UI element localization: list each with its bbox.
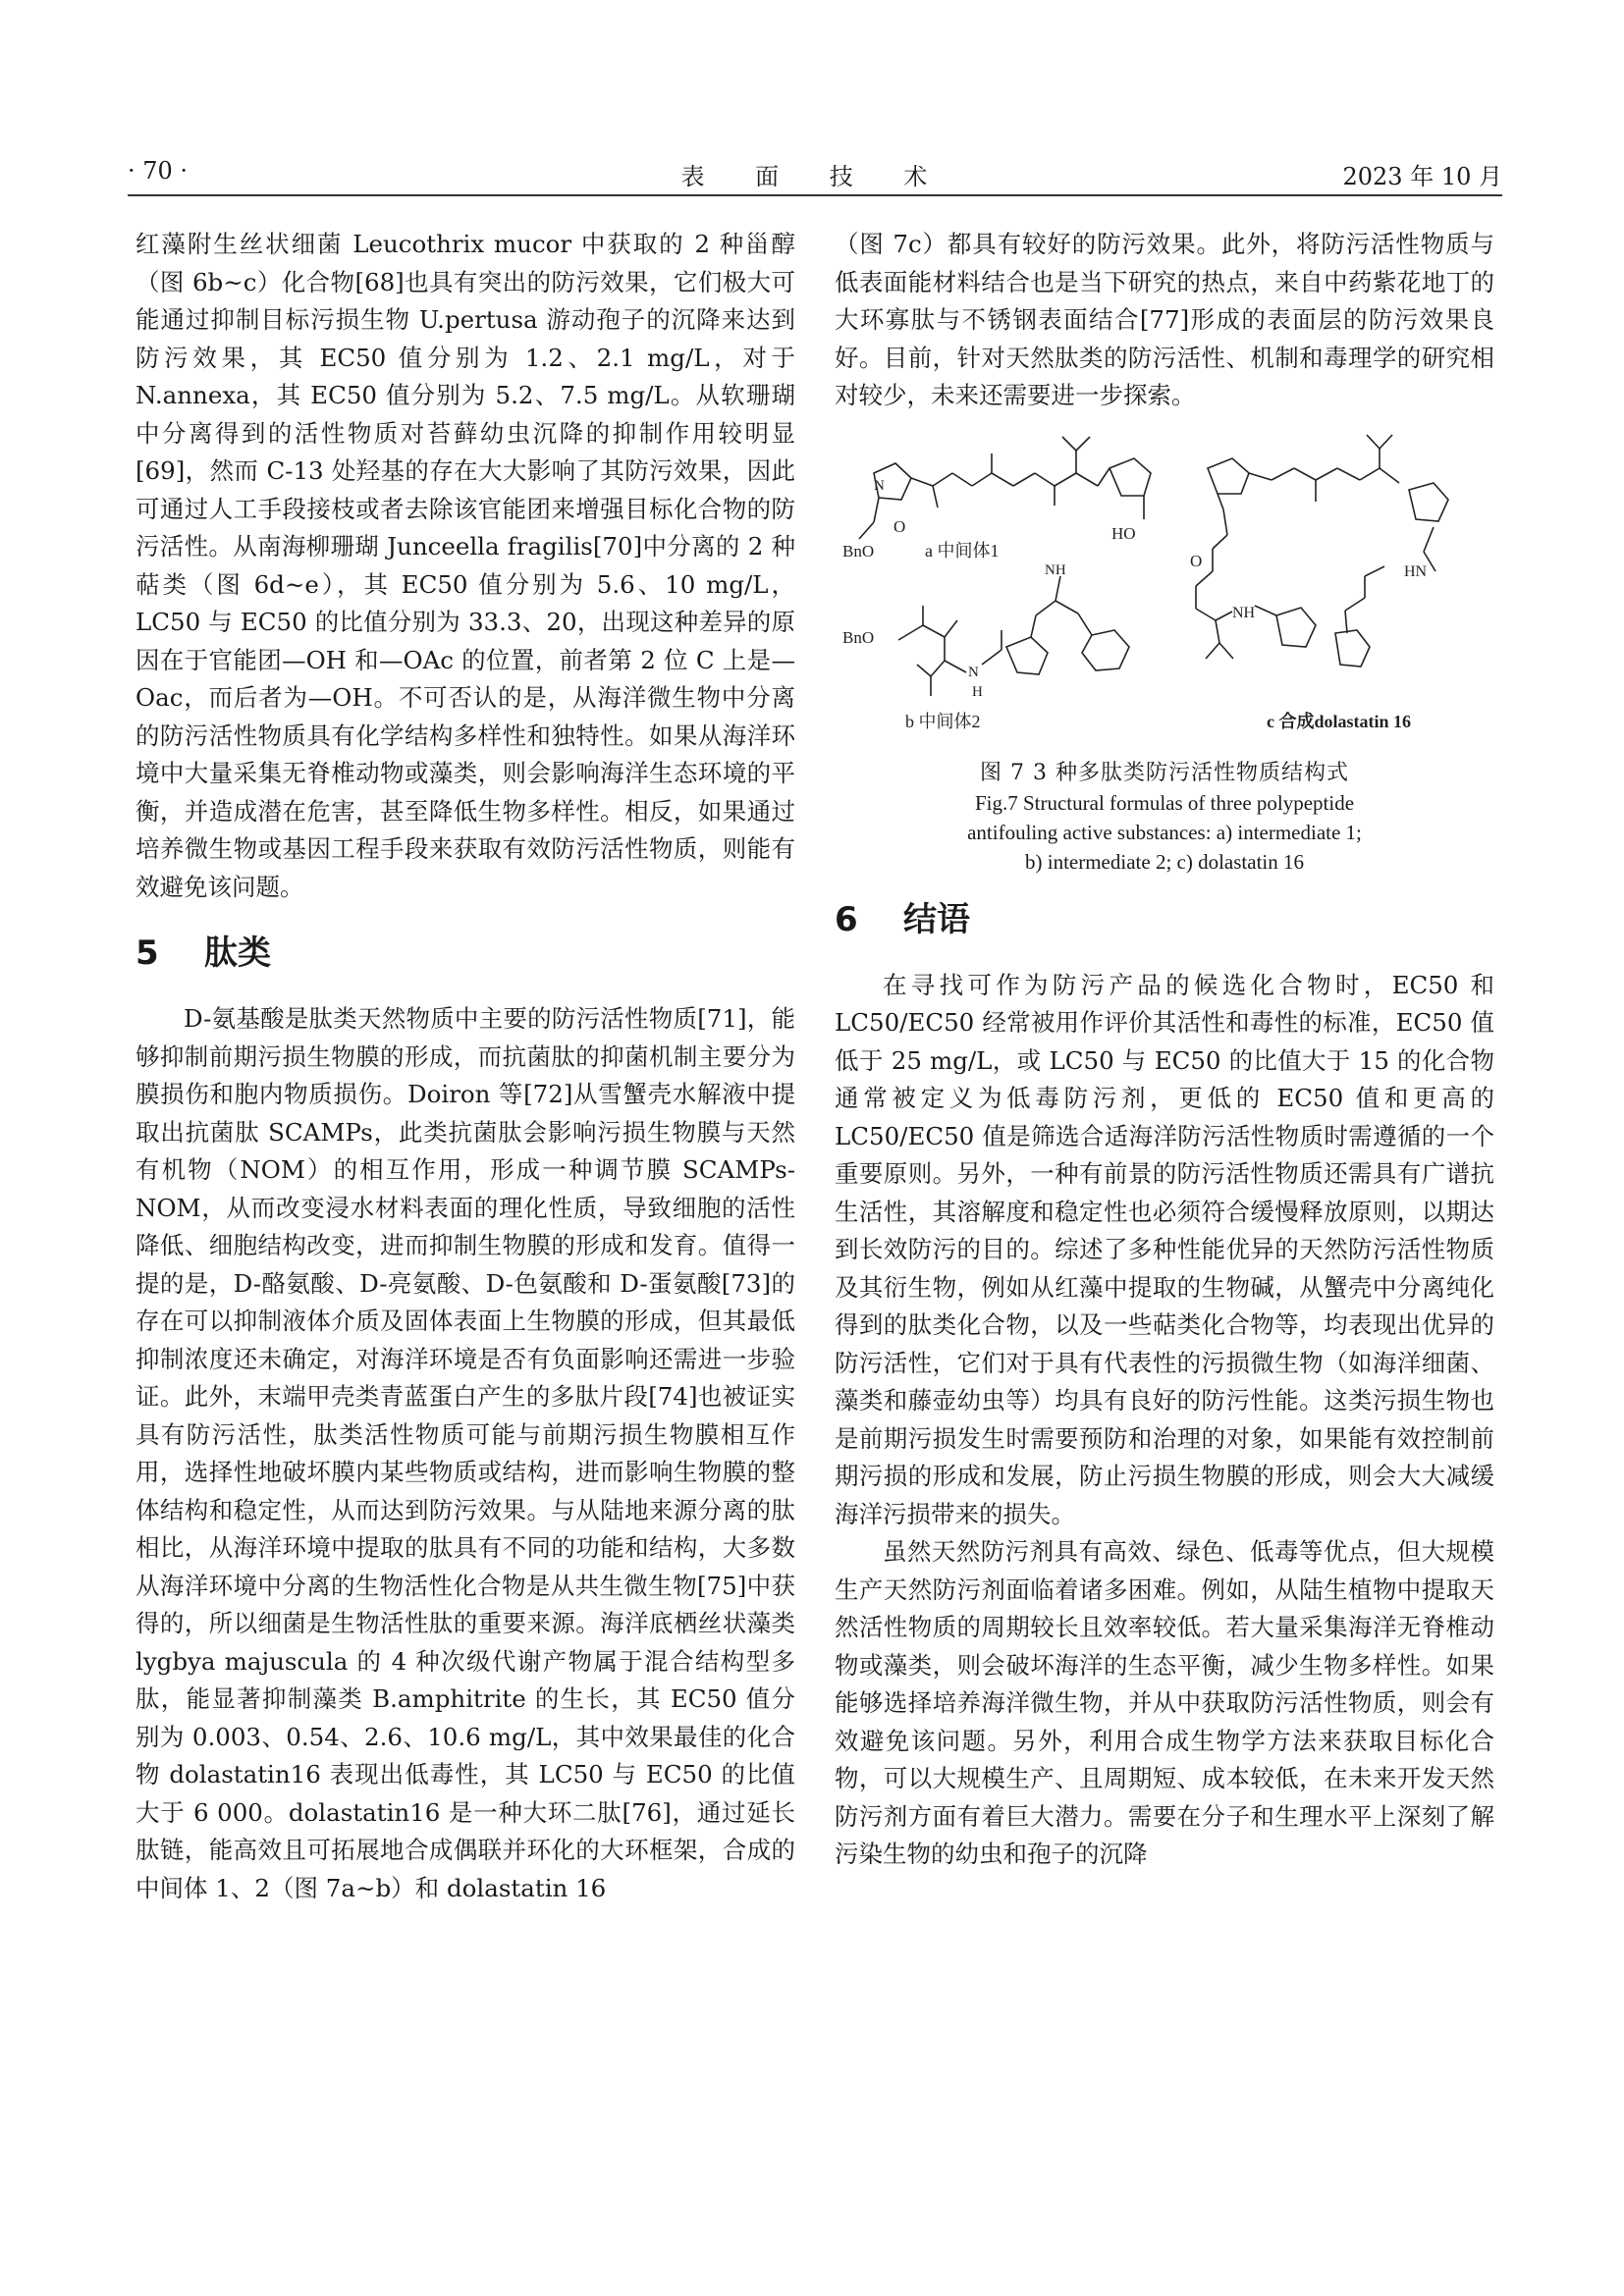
atom-label-n-b: N (968, 664, 979, 680)
nh2-label: NH (1045, 561, 1066, 578)
ho-label: HO (1111, 523, 1136, 543)
right-paragraph-3: 虽然天然防污剂具有高效、绿色、低毒等优点，但大规模生产天然防污剂面临着诸多困难。例如，从陆生植物中提取天然活性物质的周期较长且效率较低。若大量采集海洋无脊椎动物或藻类，则会破坏海洋的生态平衡，减少生物多样性。如果能够选择培养海洋微生物，并从中获取防污活性物质，则会有效避免该问题。另外，利用合成生物学方法来获取目标化合物，可以大规模生产、且周期短、成本较低，在未来开发天然防污剂方面有着巨大潜力。需要在分子和生理水平上深刻了解污染生物的幼虫和孢子的沉降 (835, 1537, 1494, 1868)
structure-diagram (835, 429, 1494, 753)
structure-a (842, 437, 1151, 561)
right-paragraph-1: （图 7c）都具有较好的防污效果。此外，将防污活性物质与低表面能材料结合也是当下研究的热点，来自中药紫花地丁的大环寡肽与不锈钢表面结合[77]形成的表面层的防污效果良好。目前，针对天然肽类的防污活性、机制和毒理学的研究相对较少，未来还需要进一步探索。 (835, 230, 1494, 409)
right-paragraph-2: 在寻找可作为防污产品的候选化合物时，EC50 和 LC50/EC50 经常被用作评价其活性和毒性的标准，EC50 值低于 25 mg/L，或 LC50 与 EC50 的比值大于 15 的化合物通常被定义为低毒防污剂，更低的 EC50 值和更高的 LC50/EC50 值是筛选合适海洋防污活性物质时需遵循的一个重要原则。另外，一种有前景的防污活性物质还需具有广谱抗生活性，其溶解度和稳定性也必须符合缓慢释放原则，以期达到长效防污的目的。综述了多种性能优异的天然防污活性物质及其衍生物，例如从红藻中提取的生物碱，从蟹壳中分离纯化得到的肽类化合物，以及一些萜类化合物等，均表现出优异的防污活性，它们对于具有代表性的污损微生物（如海洋细菌、藻类和藤壶幼虫等）均具有良好的防污性能。这类污损生物也是前期污损发生时需要预防和治理的对象，如果能有效控制前期污损的形成和发展，防止污损生物膜的形成，则会大大减缓海洋污损带来的损失。 (835, 970, 1494, 1528)
atom-label-n: N (874, 477, 885, 494)
left-column (135, 226, 795, 1907)
page-number: · 70 · (128, 157, 189, 185)
section-number: 5 (135, 934, 159, 973)
page-header (128, 157, 1502, 190)
structure-c (1190, 435, 1448, 731)
ring-o-label: O (1190, 551, 1203, 570)
issue-date: 2023 年 10 月 (1342, 163, 1502, 190)
bno-label: BnO (842, 541, 875, 561)
label-a: a 中间体1 (925, 540, 1000, 561)
section-number: 6 (835, 899, 858, 939)
section-title: 结语 (903, 899, 970, 939)
section-title: 肽类 (204, 934, 271, 973)
header-rule (128, 194, 1502, 196)
left-paragraph-2: D-氨基酸是肽类天然物质中主要的防污活性物质[71]，能够抑制前期污损生物膜的形成，而抗菌肽的抑菌机制主要分为膜损伤和胞内物质损伤。Doiron 等[72]从雪蟹壳水解液中提取出抗菌肽 SCAMPs，此类抗菌肽会影响污损生物膜与天然有机物（NOM）的相互作用，形成一种调节膜 SCAMPs-NOM，从而改变浸水材料表面的理化性质，导致细胞的活性降低、细胞结构改变，进而抑制生物膜的形成和发育。值得一提的是，D-酪氨酸、D-亮氨酸、D-色氨酸和 D-蛋氨酸[73]的存在可以抑制液体介质及固体表面上生物膜的形成，但其最低抑制浓度还未确定，对海洋环境是否有负面影响还需进一步验证。此外，末端甲壳类青蓝蛋白产生的多肽片段[74]也被证实具有防污活性，肽类活性物质可能与前期污损生物膜相互作用，选择性地破坏膜内某些物质或结构，进而影响生物膜的整体结构和稳定性，从而达到防污效果。与从陆地来源分离的肽相比，从海洋环境中提取的肽具有不同的功能和结构，大多数从海洋环境中分离的生物活性化合物是从共生微生物[75]中获得的，所以细菌是生物活性肽的重要来源。海洋底栖丝状藻类 lygbya majuscula 的 4 种次级代谢产物属于混合结构型多肽，能显著抑制藻类 B.amphitrite 的生长，其 EC50 值分别为 0.003、0.54、2.6、10.6 mg/L，其中效果最佳的化合物 dolastatin16 表现出低毒性，其 LC50 与 EC50 的比值大于 6 000。dolastatin16 是一种大环二肽[76]，通过延长肽链，能高效且可拓展地合成偶联并环化的大环框架，合成的中间体 1、2（图 7a~b）和 dolastatin 16 (135, 1004, 795, 1902)
label-c: c 合成dolastatin 16 (1267, 711, 1412, 731)
left-paragraph-1: 红藻附生丝状细菌 Leucothrix mucor 中获取的 2 种甾醇（图 6b~c）化合物[68]也具有突出的防污效果，它们极大可能通过抑制目标污损生物 U.pertusa 游动孢子的沉降来达到防污效果，其 EC50 值分别为 1.2、2.1 mg/L，对于 N.annexa，其 EC50 值分别为 5.2、7.5 mg/L。从软珊瑚中分离得到的活性物质对苔藓幼虫沉降的抑制作用较明显[69]，然而 C-13 处羟基的存在大大影响了其防污效果，因此可通过人工手段接枝或者去除该官能团来增强目标化合物的防污活性。从南海柳珊瑚 Junceella fragilis[70]中分离的 2 种萜类（图 6d~e），其 EC50 值分别为 5.6、10 mg/L，LC50 与 EC50 的比值分别为 33.3、20，出现这种差异的原因在于官能团—OH 和—OAc 的位置，前者第 2 位 C 上是—Oac，而后者为—OH。不可否认的是，从海洋微生物中分离的防污活性物质具有化学结构多样性和独特性。如果从海洋环境中大量采集无脊椎动物或藻类，则会影响海洋生态环境的平衡，并造成潜在危害，甚至降低生物多样性。相反，如果通过培养微生物或基因工程手段来获取有效防污活性物质，则能有效避免该问题。 (135, 230, 795, 901)
bno-label-b: BnO (842, 627, 875, 647)
atom-label-h: H (972, 683, 983, 700)
journal-title: 表 面 技 术 (680, 163, 949, 190)
figure-caption-en-2: antifouling active substances: a) intermediate 1; (967, 820, 1362, 844)
hn-label: HN (1404, 562, 1428, 580)
nh-label: NH (1232, 604, 1256, 621)
figure-caption-en-1: Fig.7 Structural formulas of three polypeptide (974, 790, 1355, 815)
section-6-heading (835, 898, 1494, 941)
figure-caption-en-3: b) intermediate 2; c) dolastatin 16 (1025, 849, 1304, 874)
atom-label-o: O (893, 516, 906, 536)
label-b: b 中间体2 (905, 711, 981, 731)
structure-b (842, 562, 1129, 731)
section-5-heading (135, 932, 795, 975)
figure-7 (835, 429, 1494, 753)
right-column (835, 226, 1494, 1874)
figure-caption-cn: 图 7 3 种多肽类防污活性物质结构式 (980, 760, 1349, 785)
